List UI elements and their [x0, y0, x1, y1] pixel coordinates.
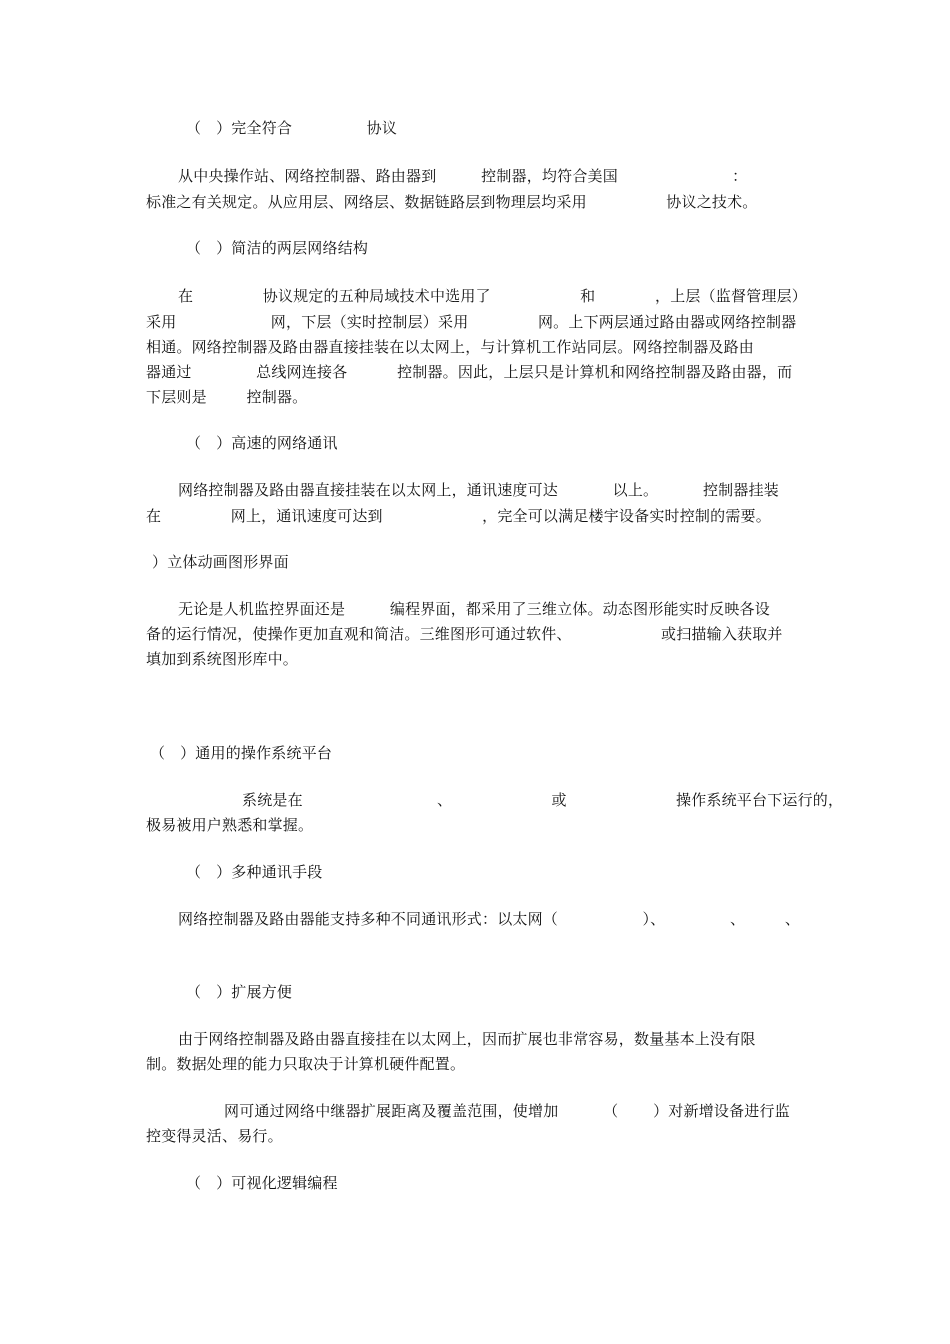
- paragraph-line: 备的运行情况，使操作更加直观和简洁。三维图形可通过软件、 或扫描输入获取并: [146, 625, 783, 643]
- paragraph-line: 填加到系统图形库中。: [146, 650, 299, 668]
- paragraph-line: 在 网上，通讯速度可达到 ，完全可以满足楼宇设备实时控制的需要。: [146, 507, 771, 525]
- paragraph-line: 网可通过网络中继器扩展距离及覆盖范围，使增加 （ ）对新增设备进行监: [224, 1102, 790, 1120]
- paragraph-line: 采用 网，下层（实时控制层）采用 网。上下两层通过路由器或网络控制器: [146, 313, 797, 331]
- heading-communication-methods: （ ）多种通讯手段: [186, 863, 323, 881]
- heading-two-layer-network: （ ）简洁的两层网络结构: [186, 239, 369, 257]
- paragraph-line: 相通。网络控制器及路由器直接挂装在以太网上，与计算机工作站同层。网络控制器及路由: [146, 338, 755, 356]
- heading-visual-logic-programming: （ ）可视化逻辑编程: [186, 1174, 338, 1192]
- paragraph-line: 极易被用户熟悉和掌握。: [146, 816, 314, 834]
- paragraph-line: 器通过 总线网连接各 控制器。因此，上层只是计算机和网络控制器及路由器，而: [146, 363, 793, 381]
- paragraph-line: 系统是在 、 或 操作系统平台下运行的，: [242, 791, 844, 809]
- paragraph-line: 由于网络控制器及路由器直接挂在以太网上，因而扩展也非常容易，数量基本上没有限: [178, 1030, 756, 1048]
- paragraph-line: 标准之有关规定。从应用层、网络层、数据链路层到物理层均采用 协议之技术。: [146, 193, 758, 211]
- paragraph-line: 无论是人机监控界面还是 编程界面，都采用了三维立体。动态图形能实时反映各设: [178, 600, 770, 618]
- paragraph-line: 控变得灵活、易行。: [146, 1127, 283, 1145]
- heading-high-speed-network: （ ）高速的网络通讯: [186, 434, 338, 452]
- paragraph-line: 在 协议规定的五种局域技术中选用了 和 ，上层（监督管理层）: [178, 287, 807, 305]
- paragraph-line: 下层则是 控制器。: [146, 388, 308, 406]
- heading-os-platform: （ ）通用的操作系统平台: [150, 744, 333, 762]
- paragraph-line: 制。数据处理的能力只取决于计算机硬件配置。: [146, 1055, 466, 1073]
- paragraph-line: 网络控制器及路由器直接挂装在以太网上，通讯速度可达 以上。 控制器挂装: [178, 481, 779, 499]
- paragraph-line: 网络控制器及路由器能支持多种不同通讯形式：以太网（ ）、 、 、: [178, 910, 801, 928]
- heading-protocol-compliance: （ ）完全符合 协议: [186, 119, 398, 137]
- heading-3d-graphics: ）立体动画图形界面: [152, 553, 289, 571]
- paragraph-line: 从中央操作站、网络控制器、路由器到 控制器，均符合美国 ：: [178, 167, 748, 185]
- heading-easy-expansion: （ ）扩展方便: [186, 983, 293, 1001]
